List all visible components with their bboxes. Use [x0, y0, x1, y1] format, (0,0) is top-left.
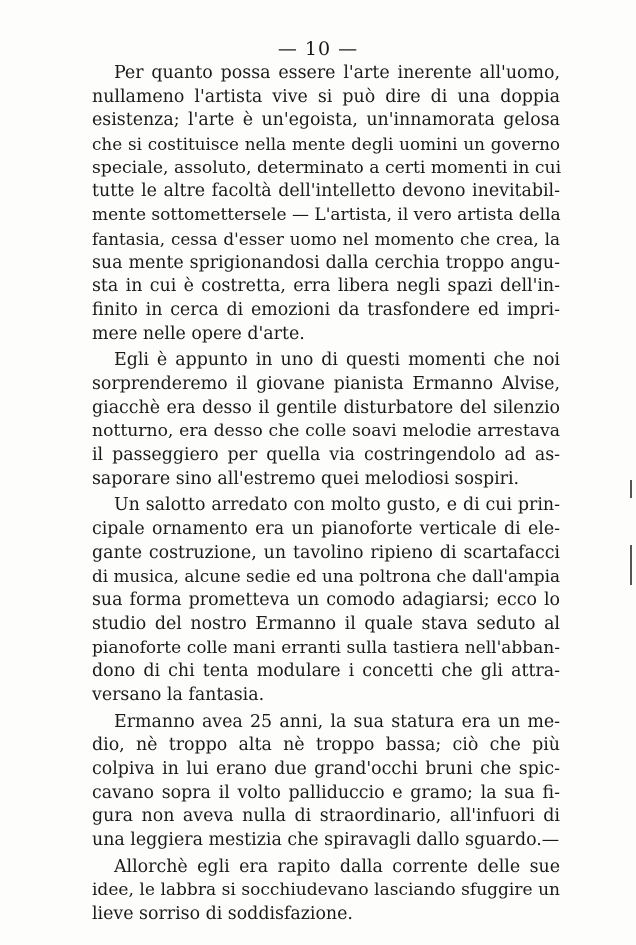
text-line: colpiva in lui erano due grand'occhi bruni che spic- [92, 758, 560, 779]
text-line: una leggiera mestizia che spiravagli dallo sguardo.— [92, 830, 560, 850]
text-line: pianoforte colle mani erranti sulla tastiera nell'abban- [92, 637, 560, 658]
paragraph-4 [92, 711, 560, 853]
paragraph-3 [92, 494, 560, 707]
paragraph-1 [92, 62, 560, 346]
text-line: idee, le labbra si socchiudevano lasciando sfuggire un [92, 880, 560, 901]
text-line: fantasia, cessa d'esser uomo nel momento che crea, la [92, 228, 560, 249]
text-line: gante costruzione, un tavolino ripieno di scartafacci [92, 542, 560, 563]
text-line: cipale ornamento era un pianoforte verticale di ele- [92, 519, 560, 540]
text-line: lieve sorriso di soddisfazione. [92, 904, 353, 925]
text-line: tutte le altre facoltà dell'intelletto devono inevitabil- [92, 181, 560, 202]
text-line: mere nelle opere d'arte. [92, 323, 305, 344]
text-line: finito in cerca di emozioni da trasfondere ed impri- [92, 299, 560, 320]
page-edge-mark [630, 480, 632, 498]
text-line: sta in cui è costretta, erra libera negli spazi dell'in- [92, 276, 560, 297]
text-line: mente sottomettersele — L'artista, il vero artista della [92, 205, 561, 226]
text-line: Allorchè egli era rapito dalla corrente delle sue [114, 856, 560, 877]
text-line: il passeggiero per quella via costringendolo ad as- [92, 445, 560, 465]
text-line: notturno, era desso che colle soavi melodie arrestava [92, 421, 560, 442]
text-line: Un salotto arredato con molto gusto, e di cui prin- [114, 495, 560, 516]
text-line: Egli è appunto in uno di questi momenti che noi [114, 350, 560, 371]
text-line: cavano sopra il volto palliduccio e gramo; la sua fi- [92, 782, 560, 803]
text-line: sua mente sprigionandosi dalla cerchia troppo angu- [92, 252, 560, 273]
text-line: Per quanto possa essere l'arte inerente all'uomo, [114, 63, 560, 83]
page-edge-mark [630, 545, 632, 585]
text-line: gura non aveva nulla di straordinario, all'infuori di [92, 806, 560, 827]
body-text [92, 62, 560, 927]
text-line: Ermanno avea 25 anni, la sua statura era un me- [114, 711, 560, 732]
text-line: che si costituisce nella mente degli uomini un governo [92, 134, 560, 155]
text-line: sua forma prometteva un comodo adagiarsi; ecco lo [92, 590, 560, 611]
text-line: dono di chi tenta modulare i concetti che gli attra- [92, 661, 560, 682]
text-line: giacchè era desso il gentile disturbatore del silenzio [92, 397, 560, 418]
text-line: saporare sino all'estremo quei melodiosi sospiri. [92, 468, 520, 489]
text-line: sorprenderemo il giovane pianista Ermanno Alvise, [92, 373, 560, 394]
text-line: di musica, alcune sedie ed una poltrona che dall'ampia [92, 566, 560, 587]
text-line: esistenza; l'arte è un'egoista, un'innamorata gelosa [92, 110, 560, 131]
text-line: speciale, assoluto, determinato a certi momenti in cui [92, 157, 562, 178]
paragraph-5 [92, 856, 560, 927]
paragraph-2 [92, 349, 560, 491]
text-line: nullameno l'artista vive si può dire di una doppia [92, 86, 560, 107]
text-line: studio del nostro Ermanno il quale stava seduto al [92, 613, 560, 634]
text-line: dio, nè troppo alta nè troppo bassa; ciò che più [92, 735, 560, 756]
page-number: — 10 — [277, 38, 359, 60]
text-line: versano la fantasia. [92, 684, 265, 705]
